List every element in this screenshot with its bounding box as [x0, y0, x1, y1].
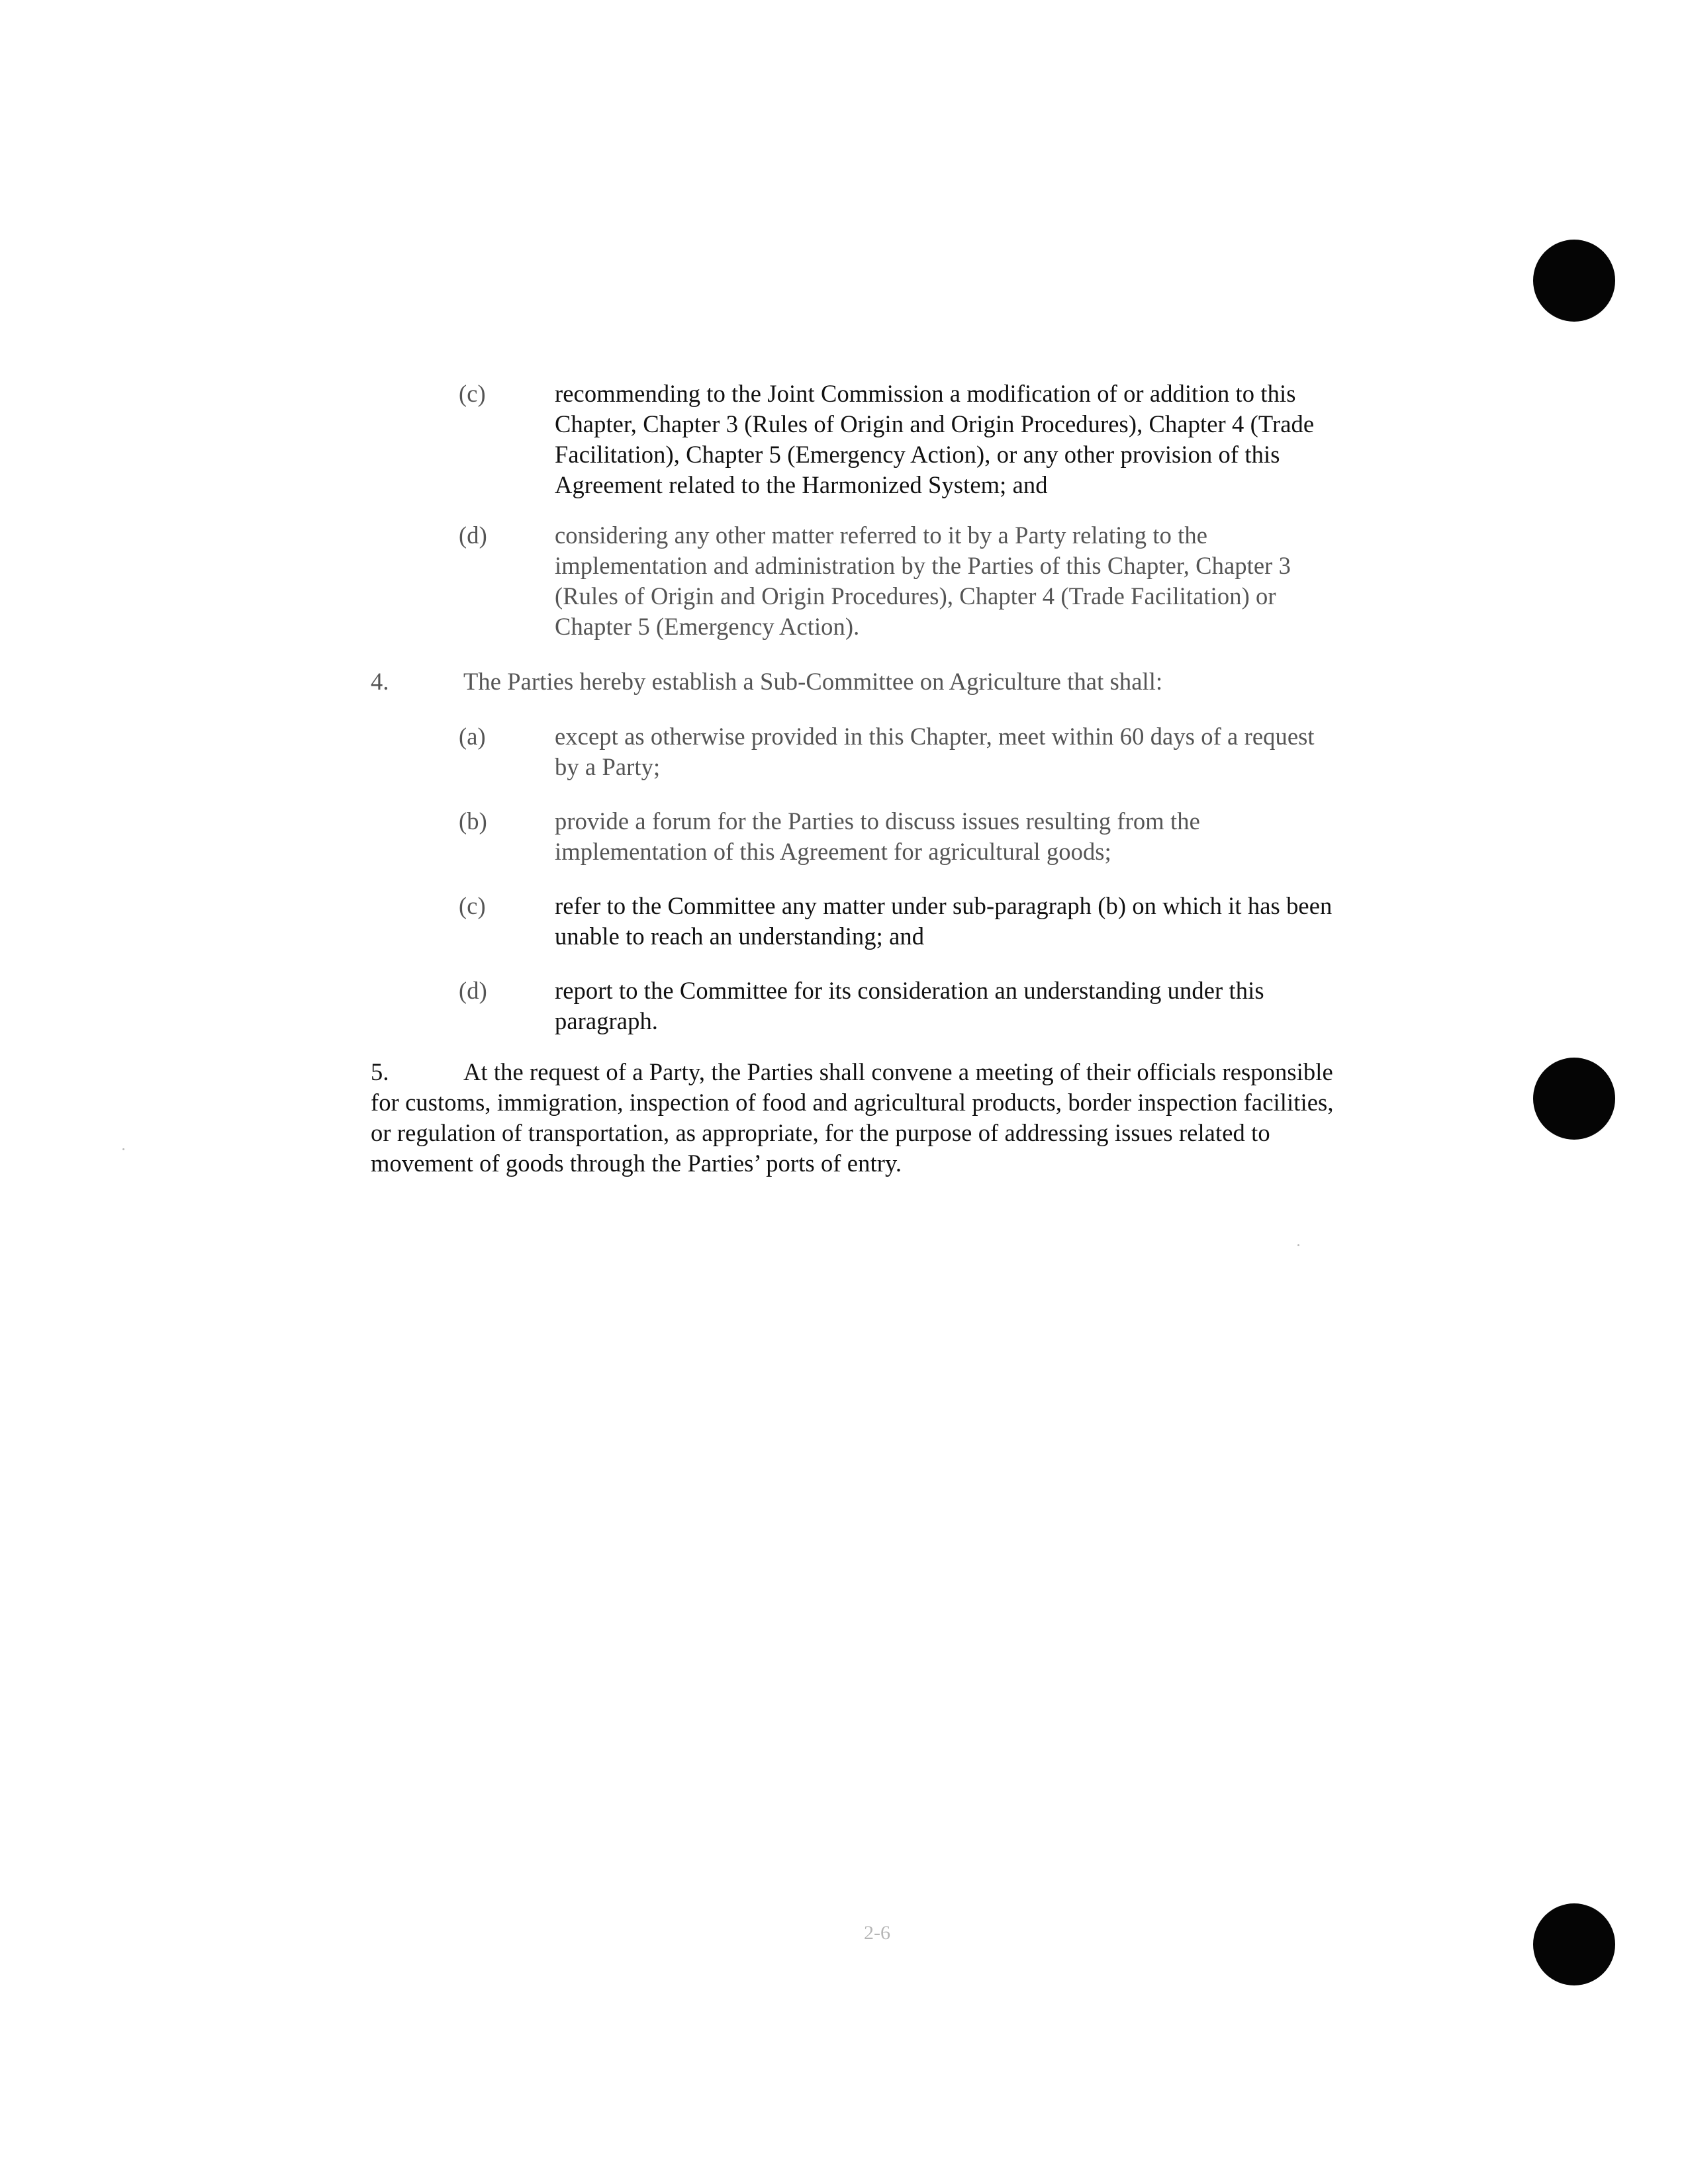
- punch-hole-middle: [1533, 1058, 1615, 1140]
- punch-hole-bottom: [1533, 1903, 1615, 1985]
- item-4a-text: [555, 721, 1389, 782]
- para-5: [371, 1057, 1403, 1179]
- item-4c-marker: (c): [459, 892, 486, 919]
- text-line: except as otherwise provided in this Chapter, meet within 60 days of a request: [555, 723, 1315, 750]
- para-4-lead: The Parties hereby establish a Sub-Committee on Agriculture that shall:: [463, 668, 1163, 695]
- item-4a-marker: (a): [459, 723, 486, 750]
- item-3d-text: [555, 520, 1389, 642]
- text-line: Chapter, Chapter 3 (Rules of Origin and Origin Procedures), Chapter 4 (Trade: [555, 410, 1315, 437]
- item-3c-text: [555, 379, 1389, 500]
- text-line: Agreement related to the Harmonized System; and: [555, 471, 1048, 498]
- para-5-line-0: At the request of a Party, the Parties shall convene a meeting of their officials responsible: [463, 1058, 1333, 1085]
- para-5-number: 5.: [371, 1058, 389, 1085]
- scan-speck: [1297, 1244, 1299, 1246]
- para-4-number: 4.: [371, 668, 389, 695]
- punch-hole-top: [1533, 240, 1615, 322]
- text-line: movement of goods through the Parties’ ports of entry.: [371, 1150, 902, 1177]
- text-line: implementation of this Agreement for agricultural goods;: [555, 838, 1111, 865]
- text-line: Facilitation), Chapter 5 (Emergency Action), or any other provision of this: [555, 441, 1280, 468]
- text-line: refer to the Committee any matter under sub-paragraph (b) on which it has been: [555, 892, 1333, 919]
- item-4b-marker: (b): [459, 807, 487, 835]
- text-line: considering any other matter referred to it by a Party relating to the: [555, 522, 1208, 549]
- item-4b-text: [555, 806, 1389, 867]
- item-3d-marker: (d): [459, 522, 487, 549]
- page-number: 2-6: [864, 1922, 890, 1944]
- item-4d-text: [555, 976, 1389, 1036]
- item-3c-marker: (c): [459, 380, 486, 407]
- text-line: implementation and administration by the Parties of this Chapter, Chapter 3: [555, 552, 1291, 579]
- text-line: recommending to the Joint Commission a modification of or addition to this: [555, 380, 1296, 407]
- text-line: report to the Committee for its consideration an understanding under this: [555, 977, 1264, 1004]
- text-line: unable to reach an understanding; and: [555, 923, 925, 950]
- text-line: Chapter 5 (Emergency Action).: [555, 613, 860, 640]
- scan-speck: [122, 1148, 124, 1150]
- text-line: or regulation of transportation, as appropriate, for the purpose of addressing issues related to: [371, 1119, 1270, 1146]
- text-line: (Rules of Origin and Origin Procedures), Chapter 4 (Trade Facilitation) or: [555, 582, 1276, 610]
- text-line: [371, 1057, 1403, 1087]
- text-line: paragraph.: [555, 1007, 659, 1034]
- text-line: provide a forum for the Parties to discuss issues resulting from the: [555, 807, 1200, 835]
- text-line: for customs, immigration, inspection of food and agricultural products, border inspection facilities,: [371, 1089, 1334, 1116]
- item-4d-marker: (d): [459, 977, 487, 1004]
- text-line: by a Party;: [555, 753, 661, 780]
- item-4c-text: [555, 891, 1389, 952]
